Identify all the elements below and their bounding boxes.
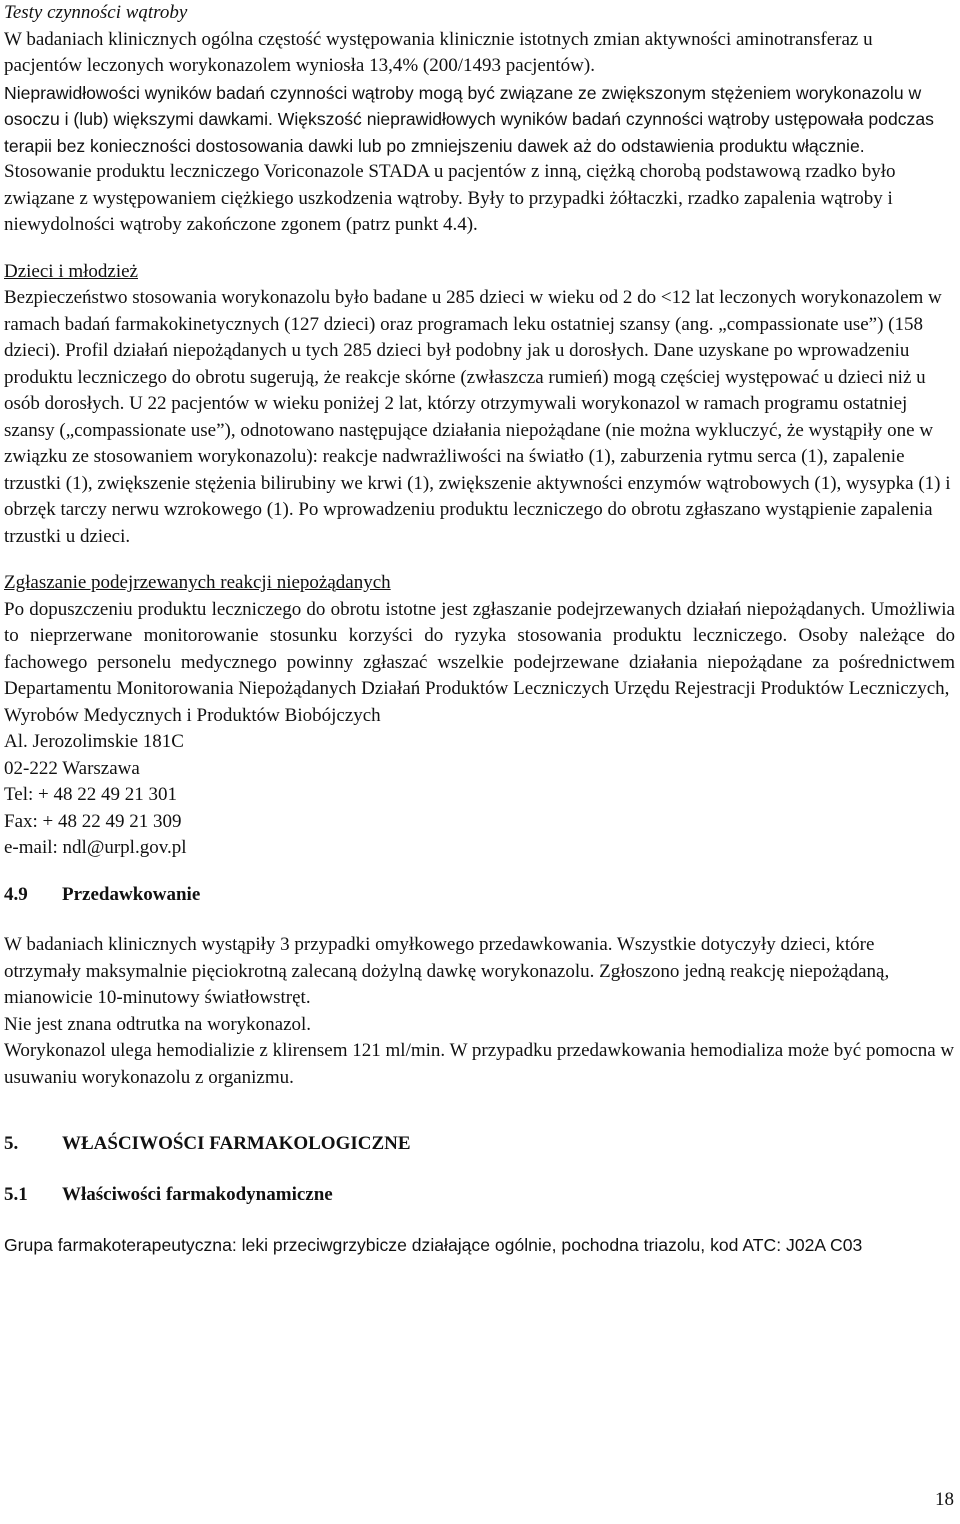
children-heading: Dzieci i młodzież <box>4 260 138 282</box>
reporting-address: Al. Jerozolimskie 181C <box>4 731 184 752</box>
section-5-heading <box>4 1131 955 1158</box>
section-5-number: 5. <box>4 1133 19 1154</box>
overdose-section-title: Przedawkowanie <box>62 883 201 905</box>
liver-tests-paragraph-3: Stosowanie produktu leczniczego Voriconazole STADA u pacjentów z inną, ciężką chorobą podstawową rzadko było związane z występowaniem ciężkiego uszkodzenia wątroby. Były to przypadki żółtaczki, rzadko zapalenia wątroby i niewydolności wątroby zakończone zgonem (patrz punkt 4.4). <box>4 161 896 235</box>
liver-tests-paragraph-1: W badaniach klinicznych ogólna częstość występowania klinicznie istotnych zmian aktywności aminotransferaz u pacjentów leczonych worykonazolem wyniosła 13,4% (200/1493 pacjentów). <box>4 28 873 76</box>
pharmacotherapeutic-group: Grupa farmakoterapeutyczna: leki przeciwgrzybicze działające ogólnie, pochodna triazolu, kod ATC: J02A C03 <box>4 1235 863 1255</box>
liver-tests-paragraph-2: Nieprawidłowości wyników badań czynności wątroby mogą być związane ze zwiększonym stężeniem worykonazolu w osoczu i (lub) większymi dawkami. Większość nieprawidłowych wyników badań czynności wątroby ustępowała podczas terapii bez konieczności dostosowania dawki lub po zmniejszeniu dawek aż do odstawienia produktu włącznie. <box>4 82 934 156</box>
page-number: 18 <box>935 1489 954 1510</box>
reporting-email: e-mail: ndl@urpl.gov.pl <box>4 837 187 858</box>
overdose-paragraph-3: Worykonazol ulega hemodializie z klirensem 121 ml/min. W przypadku przedawkowania hemodializa może być pomocna w usuwaniu worykonazolu z organizmu. <box>4 1040 955 1088</box>
spacer <box>4 1208 955 1232</box>
reporting-heading: Zgłaszanie podejrzewanych reakcji niepożądanych <box>4 572 391 593</box>
overdose-paragraph-1: W badaniach klinicznych wystąpiły 3 przypadki omyłkowego przedawkowania. Wszystkie dotyczyły dzieci, które otrzymały maksymalnie pięciokrotną zalecaną dożylną dawkę worykonazolu. Zgłoszono jedną reakcję niepożądaną, mianowicie 10-minutowy światłowstręt. <box>4 934 890 1008</box>
spacer <box>4 1091 955 1131</box>
overdose-paragraph-2: Nie jest znana odtrutka na worykonazol. <box>4 1013 312 1035</box>
reporting-fax: Fax: + 48 22 49 21 309 <box>4 810 182 832</box>
overdose-section-number: 4.9 <box>4 883 28 905</box>
overdose-heading <box>4 882 955 909</box>
liver-tests-heading: Testy czynności wątroby <box>4 2 188 23</box>
spacer <box>4 1158 955 1182</box>
document-page <box>4 0 955 1259</box>
section-5-1-title: Właściwości farmakodynamiczne <box>62 1183 333 1205</box>
reporting-city: 02-222 Warszawa <box>4 757 140 779</box>
reporting-org-line: Wyrobów Medycznych i Produktów Biobójczych <box>4 704 381 726</box>
reporting-tel: Tel: + 48 22 49 21 301 <box>4 784 177 805</box>
section-5-1-heading <box>4 1182 955 1209</box>
section-5-title: WŁAŚCIWOŚCI FARMAKOLOGICZNE <box>62 1133 411 1154</box>
section-5-1-number: 5.1 <box>4 1183 28 1205</box>
children-paragraph: Bezpieczeństwo stosowania worykonazolu było badane u 285 dzieci w wieku od 2 do <12 lat leczonych worykonazolem w ramach badań farmakokinetycznych (127 dzieci) oraz programach leku ostatniej szansy (ang. „compassionate use”) (158 dzieci). Profil działań niepożądanych u tych 285 dzieci był podobny jak u dorosłych. Dane uzyskane po wprowadzeniu produktu leczniczego do obrotu sugerują, że reakcje skórne (zwłaszcza rumień) mogą częściej występować u dzieci niż u osób dorosłych. U 22 pacjentów w wieku poniżej 2 lat, którzy otrzymywali worykonazol w ramach programu ostatniej szansy („compassionate use”), odnotowano następujące działania niepożądane (nie można wykluczyć, że wystąpiły one w związku ze stosowaniem worykonazolu): reakcje nadwrażliwości na światło (1), zaburzenia rytmu serca (1), zapalenie trzustki (1), zwiększenie stężenia bilirubiny we krwi (1), zwiększenie aktywności enzymów wątrobowych (1), wysypka (1) i obrzęk tarczy nerwu wzrokowego (1). Po wprowadzeniu produktu leczniczego do obrotu zgłaszano wystąpienie zapalenia trzustki u dzieci. <box>4 287 951 547</box>
spacer <box>4 862 955 882</box>
spacer <box>4 550 955 570</box>
spacer <box>4 908 955 932</box>
spacer <box>4 239 955 259</box>
reporting-paragraph: Po dopuszczeniu produktu leczniczego do obrotu istotne jest zgłaszanie podejrzewanych działań niepożądanych. Umożliwia to nieprzerwane monitorowanie stosunku korzyści do ryzyka stosowania produktu leczniczego. Osoby należące do fachowego personelu medycznego powinny zgłaszać wszelkie podejrzewane działania niepożądane za pośrednictwem Departamentu Monitorowania Niepożądanych Działań Produktów Leczniczych Urzędu Rejestracji Produktów Leczniczych, <box>4 598 955 699</box>
